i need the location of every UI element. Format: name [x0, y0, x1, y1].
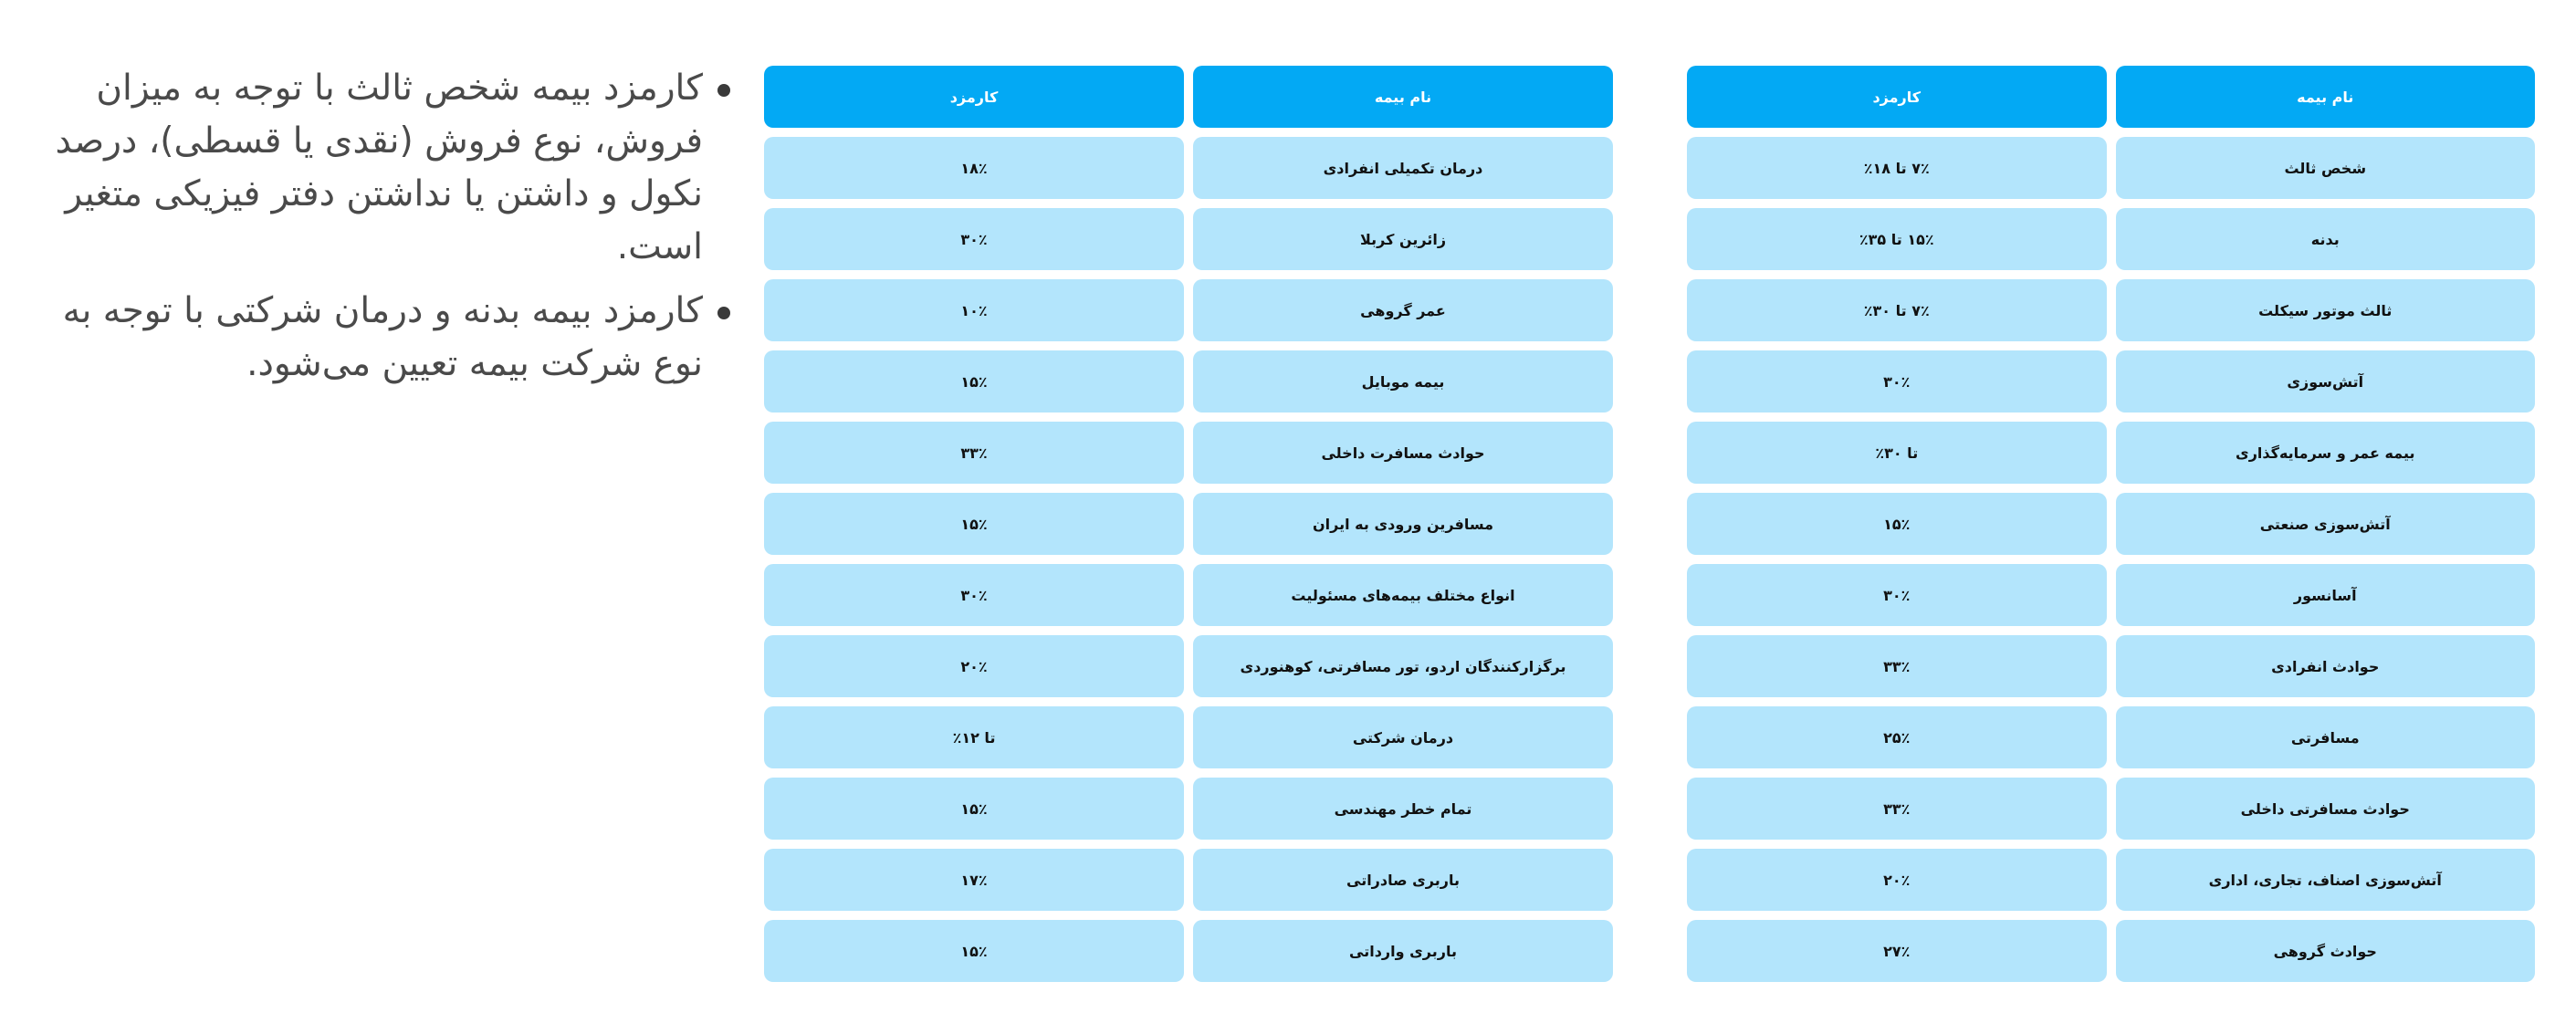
note-item [55, 62, 730, 274]
commission-cell: ۲۰٪ [1687, 849, 2107, 911]
insurance-name-cell: حوادث مسافرتی داخلی [2116, 778, 2536, 840]
insurance-name-cell: ثالث موتور سیکلت [2116, 279, 2536, 341]
table-row [1687, 920, 2535, 982]
table-row [764, 279, 1613, 341]
note-text: کارمزد بیمه شخص ثالث با توجه به میزان فروش، نوع فروش (نقدی یا قسطی)، درصد نکول و داشتن یا نداشتن دفتر فیزیکی متغیر است. [55, 68, 703, 267]
commission-cell: ۱۵٪ [764, 493, 1184, 555]
insurance-name-cell: آسانسور [2116, 564, 2536, 626]
insurance-name-cell: حوادث انفرادی [2116, 635, 2536, 697]
table-row [1687, 422, 2535, 484]
insurance-name-cell: مسافرتی [2116, 706, 2536, 768]
insurance-name-cell: حوادث مسافرت داخلی [1193, 422, 1613, 484]
commission-cell: ۷٪ تا ۳۰٪ [1687, 279, 2107, 341]
insurance-name-cell: درمان تکمیلی انفرادی [1193, 137, 1613, 199]
header-insurance-name: نام بیمه [1193, 66, 1613, 128]
table-row [764, 493, 1613, 555]
table-row [764, 350, 1613, 413]
commission-cell: ۳۳٪ [1687, 635, 2107, 697]
table-header-row [764, 66, 1613, 128]
insurance-name-cell: بدنه [2116, 208, 2536, 270]
insurance-name-cell: تمام خطر مهندسی [1193, 778, 1613, 840]
header-insurance-name: نام بیمه [2116, 66, 2536, 128]
commission-cell: ۳۰٪ [1687, 350, 2107, 413]
commission-cell: ۱۷٪ [764, 849, 1184, 911]
bullet-icon [717, 84, 730, 97]
insurance-name-cell: برگزارکنندگان اردو، تور مسافرتی، کوهنوردی [1193, 635, 1613, 697]
table-row [764, 635, 1613, 697]
commission-cell: ۷٪ تا ۱۸٪ [1687, 137, 2107, 199]
table-row [1687, 279, 2535, 341]
notes-list [55, 62, 730, 402]
insurance-name-cell: آتش‌سوزی صنعتی [2116, 493, 2536, 555]
insurance-name-cell: باربری صادراتی [1193, 849, 1613, 911]
table-row [764, 920, 1613, 982]
commission-cell: تا ۳۰٪ [1687, 422, 2107, 484]
table-row [1687, 137, 2535, 199]
insurance-name-cell: باربری وارداتی [1193, 920, 1613, 982]
insurance-name-cell: مسافرین ورودی به ایران [1193, 493, 1613, 555]
commission-cell: ۳۰٪ [764, 208, 1184, 270]
table-header-row [1687, 66, 2535, 128]
table-row [1687, 635, 2535, 697]
table-row [1687, 493, 2535, 555]
table-row [1687, 849, 2535, 911]
insurance-name-cell: زائرین کربلا [1193, 208, 1613, 270]
commission-cell: ۱۰٪ [764, 279, 1184, 341]
commission-cell: ۲۵٪ [1687, 706, 2107, 768]
header-commission: کارمزد [764, 66, 1184, 128]
insurance-name-cell: شخص ثالث [2116, 137, 2536, 199]
commission-cell: ۱۵٪ [764, 920, 1184, 982]
insurance-name-cell: آتش‌سوزی [2116, 350, 2536, 413]
note-text: کارمزد بیمه بدنه و درمان شرکتی با توجه به نوع شرکت بیمه تعیین می‌شود. [62, 290, 703, 384]
insurance-name-cell: بیمه موبایل [1193, 350, 1613, 413]
table-row [1687, 778, 2535, 840]
insurance-name-cell: انواع مختلف بیمه‌های مسئولیت [1193, 564, 1613, 626]
commission-cell: ۲۷٪ [1687, 920, 2107, 982]
table-row [764, 137, 1613, 199]
commission-table-middle [764, 66, 1613, 982]
note-item [55, 285, 730, 391]
bullet-icon [717, 307, 730, 319]
commission-cell: ۱۵٪ [1687, 493, 2107, 555]
table-row [764, 564, 1613, 626]
commission-cell: ۱۵٪ [764, 350, 1184, 413]
table-row [764, 208, 1613, 270]
commission-cell: ۱۸٪ [764, 137, 1184, 199]
table-row [764, 422, 1613, 484]
insurance-name-cell: آتش‌سوزی اصناف، تجاری، اداری [2116, 849, 2536, 911]
table-row [764, 778, 1613, 840]
table-row [764, 706, 1613, 768]
commission-cell: ۳۳٪ [764, 422, 1184, 484]
commission-cell: ۳۰٪ [1687, 564, 2107, 626]
commission-cell: ۱۵٪ تا ۳۵٪ [1687, 208, 2107, 270]
commission-cell: ۳۳٪ [1687, 778, 2107, 840]
table-row [764, 849, 1613, 911]
commission-cell: تا ۱۲٪ [764, 706, 1184, 768]
commission-cell: ۱۵٪ [764, 778, 1184, 840]
insurance-name-cell: بیمه عمر و سرمایه‌گذاری [2116, 422, 2536, 484]
insurance-name-cell: درمان شرکتی [1193, 706, 1613, 768]
commission-cell: ۳۰٪ [764, 564, 1184, 626]
commission-cell: ۲۰٪ [764, 635, 1184, 697]
table-row [1687, 350, 2535, 413]
insurance-name-cell: حوادث گروهی [2116, 920, 2536, 982]
header-commission: کارمزد [1687, 66, 2107, 128]
table-row [1687, 564, 2535, 626]
commission-table-right [1687, 66, 2535, 982]
insurance-name-cell: عمر گروهی [1193, 279, 1613, 341]
table-row [1687, 208, 2535, 270]
table-row [1687, 706, 2535, 768]
